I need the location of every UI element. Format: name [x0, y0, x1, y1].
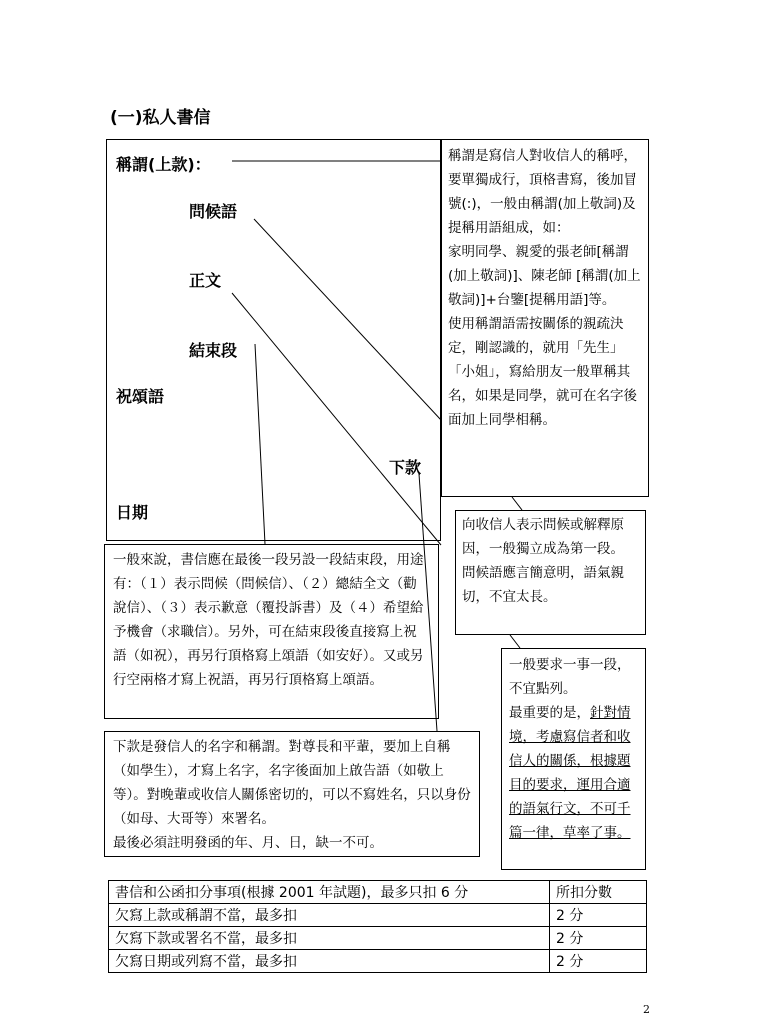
table-cell-points: 2 分	[550, 950, 647, 973]
table-cell-points: 2 分	[550, 927, 647, 950]
note-date-requirement: 最後必須註明發函的年、月、日，缺一不可。	[113, 835, 383, 851]
table-cell-points: 2 分	[550, 904, 647, 927]
label-blessing: 祝頌語	[116, 387, 165, 406]
label-closing: 結束段	[189, 341, 238, 360]
label-salutation: 稱謂(上款)：	[116, 155, 211, 174]
table-row	[109, 950, 647, 973]
label-signature: 下款	[389, 458, 422, 477]
note-body-emphasis-prefix: 最重要的是，	[509, 705, 590, 721]
page-number: 2	[643, 1003, 650, 1016]
table-cell-item: 欠寫上款或稱謂不當，最多扣	[109, 904, 550, 927]
note-greeting-style: 問候語應言簡意明，語氣親切，不宜太長。	[462, 565, 624, 605]
label-date: 日期	[116, 503, 149, 522]
section-heading: (一)私人書信	[110, 108, 211, 128]
label-body: 正文	[189, 271, 222, 290]
table-header-row	[109, 881, 647, 904]
note-salutation-definition: 稱謂是寫信人對收信人的稱呼，要單獨成行，頂格書寫，後加冒號(:)，一般由稱謂(加上敬詞)及提稱用語組成，如：	[448, 148, 637, 236]
table-row	[109, 927, 647, 950]
connector-closing	[255, 344, 265, 544]
note-body-emphasis: 針對情境，考慮寫信者和收信人的關係，根據題目的要求，運用合適的語氣行文，不可千篇一律，草率了事。	[509, 705, 631, 841]
table-row	[109, 904, 647, 927]
note-body-lead: 一般要求一事一段，不宜點列。	[509, 657, 631, 697]
label-greeting: 問候語	[189, 202, 238, 221]
table-header-points: 所扣分數	[550, 881, 647, 904]
connector-signature	[419, 474, 437, 731]
note-closing-text: 一般來說，書信應在最後一段另設一段結束段，用途有：（１）表示問候（問候信）、（２）總結全文（勸說信）、（３）表示歉意（覆投訴書）及（４）希望給予機會（求職信）。另外，可在結束段後直接寫上祝語（如祝），再另行頂格寫上頌語（如安好）。又或另行空兩格才寫上祝語，再另行頂格寫上頌語。	[113, 552, 424, 688]
note-salutation-examples: 家明同學、親愛的張老師[稱謂(加上敬詞)]、陳老師 [稱謂(加上敬詞)]+台鑒[提稱用語]等。	[448, 244, 641, 308]
table-cell-item: 欠寫下款或署名不當，最多扣	[109, 927, 550, 950]
table-cell-item: 欠寫日期或列寫不當，最多扣	[109, 950, 550, 973]
connector-body-note	[510, 635, 520, 648]
note-signature-definition: 下款是發信人的名字和稱謂。對尊長和平輩，要加上自稱（如學生），才寫上名字，名字後面加上啟告語（如敬上等）。對晚輩或收信人關係密切的，可以不寫姓名，只以身份（如母、大哥等）來署名。	[113, 739, 471, 827]
table-header-item: 書信和公函扣分事項(根據 2001 年試題)，最多只扣 6 分	[109, 881, 550, 904]
connector-greeting	[254, 219, 441, 420]
note-salutation-usage: 使用稱謂語需按關係的親疏決定，剛認識的，就用「先生」「小姐」，寫給朋友一般單稱其名，如果是同學，就可在名字後面加上同學相稱。	[448, 316, 637, 428]
deduction-table	[108, 880, 647, 973]
connector-greeting-note	[512, 497, 522, 510]
note-greeting-purpose: 向收信人表示問候或解釋原因，一般獨立成為第一段。	[462, 517, 624, 557]
